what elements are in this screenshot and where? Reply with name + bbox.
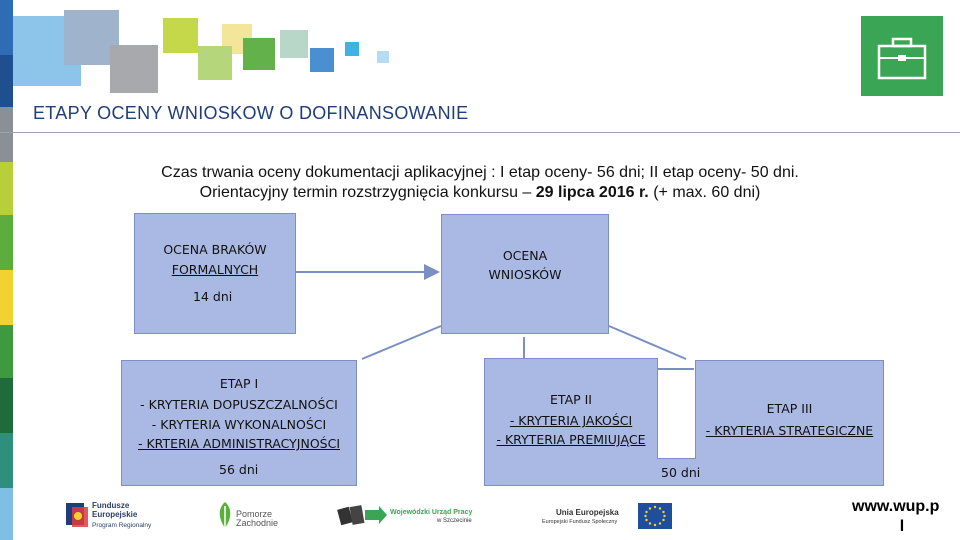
subtitle-line-1: Czas trwania oceny dokumentacji aplikacyjnej : I etap oceny- 56 dni; II etap oceny- 50 dni. [161,164,799,181]
application-assessment-box [441,214,609,334]
formal-review-box [134,213,296,334]
connector-assessment-stage3 [609,326,686,359]
logo-fe-line-2: Europejskie [92,510,138,519]
formal-review-days: 14 dni [193,289,233,304]
website-url[interactable] [852,497,952,537]
logo-pomorze-line-2: Zachodnie [236,518,279,528]
website-url-line-1: www.wup.p [852,498,940,515]
stage-2-criteria-1: - KRYTERIA JAKOŚCI [509,413,633,428]
logo-fe-line-3: Program Regionalny [92,522,152,529]
subtitle-line-2-suffix: (+ max. 60 dni) [648,184,761,201]
logo-fundusze-europejskie [64,497,164,533]
stage-3-title: ETAP III [766,401,813,416]
logo-wup-line-2: w Szczecinie [437,518,472,524]
stage-1-title: ETAP I [219,376,259,391]
logo-pomorze-line-1: Pomorze [236,509,273,519]
logo-ue-line-1: Unia Europejska [556,508,619,517]
assessment-line-2: WNIOSKÓW [488,267,562,282]
stage-2-3-days: 50 dni [661,465,701,480]
connector-assessment-stage1 [362,326,441,359]
logo-wup-szczecin [337,500,487,532]
stage-3-box [695,360,884,459]
website-url-line-2: l [899,518,905,535]
eu-flag-icon [638,503,672,529]
stage-1-criteria-3: - KRTERIA ADMINISTRACYJNOŚCI [137,436,341,451]
stage-2-title: ETAP II [550,392,592,407]
stage-2-3-duration-box [484,458,884,486]
stage-1-box [121,360,357,486]
stage-3-criteria-1: - KRYTERIA STRATEGICZNE [705,423,874,438]
pomorze-logo-icon [214,500,236,530]
logo-unia-europejska [540,500,680,532]
logo-pomorze-zachodnie [214,500,284,532]
wup-logo-icon [337,500,387,530]
page-title: ETAPY OCENY WNIOSKOW O DOFINANSOWANIE [33,103,469,123]
logo-wup-line-1: Wojewódzki Urząd Pracy [390,509,473,516]
stage-2-box [484,358,658,459]
subtitle-line-2-prefix: Orientacyjny termin rozstrzygnięcia konkursu – [199,184,536,201]
stage-1-criteria-1: - KRYTERIA DOPUSZCZALNOŚCI [140,397,338,412]
fe-logo-icon [64,499,90,529]
stage-2-criteria-2: - KRYTERIA PREMIUJĄCE [496,432,646,447]
stage-1-criteria-2: - KRYTERIA WYKONALNOŚCI [151,417,327,432]
logo-ue-line-2: Europejski Fundusz Społeczny [542,519,618,525]
formal-review-line-2: FORMALNYCH [171,262,259,277]
assessment-line-1: OCENA [502,248,548,263]
subtitle-line-2-date: 29 lipca 2016 r. [535,184,649,201]
stage-1-days: 56 dni [219,462,259,477]
formal-review-line-1: OCENA BRAKÓW [163,242,267,257]
logo-fe-line-1: Fundusze [92,501,130,510]
